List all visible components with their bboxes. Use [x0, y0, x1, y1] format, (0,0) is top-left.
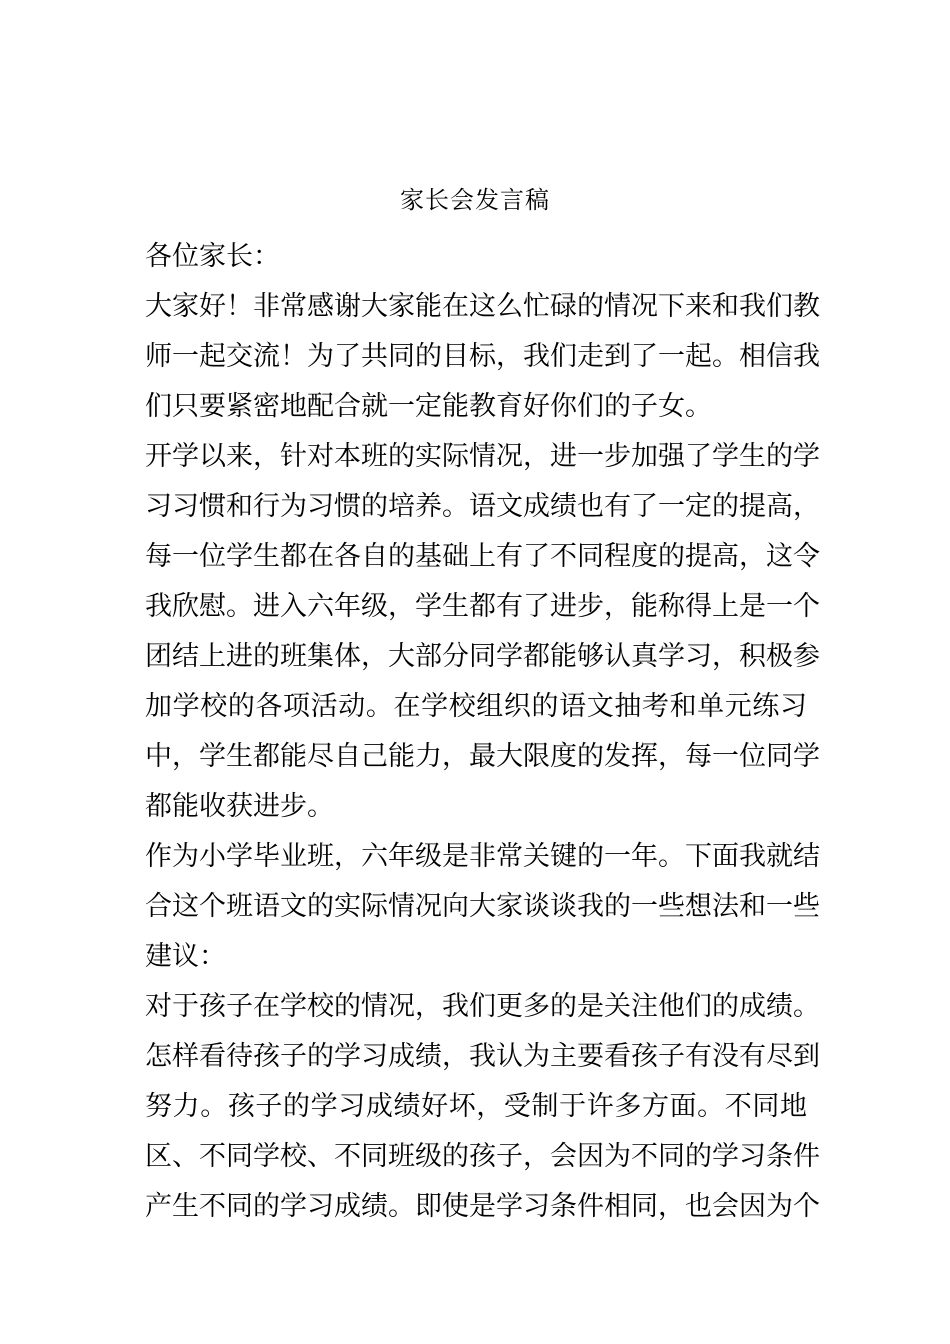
text-line: 加学校的各项活动。在学校组织的语文抽考和单元练习	[145, 691, 807, 722]
text-line: 对于孩子在学校的情况，我们更多的是关注他们的成绩。	[145, 991, 820, 1022]
text-line: 建议：	[145, 941, 226, 972]
text-line: 中，学生都能尽自己能力，最大限度的发挥，每一位同学	[145, 741, 820, 772]
text-line: 我欣慰。进入六年级，学生都有了进步，能称得上是一个	[145, 591, 820, 622]
text-line: 各位家长：	[145, 241, 280, 272]
text-line: 合这个班语文的实际情况向大家谈谈我的一些想法和一些	[145, 891, 820, 922]
text-line: 努力。孩子的学习成绩好坏，受制于许多方面。不同地	[145, 1091, 807, 1122]
text-line: 们只要紧密地配合就一定能教育好你们的子女。	[145, 391, 712, 422]
text-line: 区、不同学校、不同班级的孩子，会因为不同的学习条件	[145, 1141, 820, 1172]
text-line: 开学以来，针对本班的实际情况，进一步加强了学生的学	[145, 441, 820, 472]
text-line: 都能收获进步。	[145, 791, 334, 822]
text-line: 师一起交流！为了共同的目标，我们走到了一起。相信我	[145, 341, 820, 372]
text-line: 习习惯和行为习惯的培养。语文成绩也有了一定的提高，	[145, 491, 820, 522]
text-line: 怎样看待孩子的学习成绩，我认为主要看孩子有没有尽到	[145, 1041, 820, 1072]
text-line: 产生不同的学习成绩。即使是学习条件相同，也会因为个	[145, 1191, 820, 1222]
text-line: 团结上进的班集体，大部分同学都能够认真学习，积极参	[145, 641, 820, 672]
text-line: 大家好！非常感谢大家能在这么忙碌的情况下来和我们教	[145, 291, 820, 322]
text-line: 作为小学毕业班，六年级是非常关键的一年。下面我就结	[145, 841, 820, 872]
document-title: 家长会发言稿	[400, 186, 550, 214]
document-body	[145, 232, 820, 1232]
text-line: 每一位学生都在各自的基础上有了不同程度的提高，这令	[145, 541, 820, 572]
